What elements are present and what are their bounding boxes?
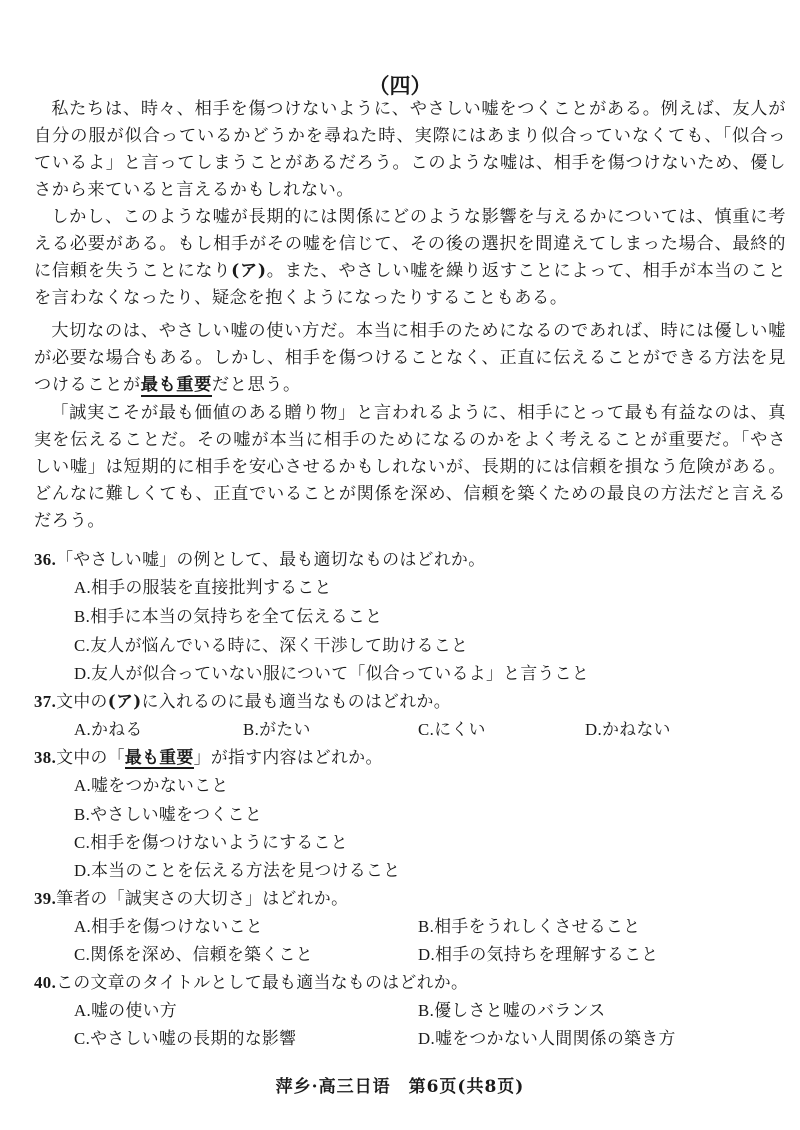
question-39-option-d[interactable]: [418, 941, 658, 968]
underlined-phrase: 最も重要: [140, 375, 212, 395]
question-39-number: 39.: [34, 889, 57, 908]
option-letter: D.: [418, 945, 436, 964]
question-39-option-b[interactable]: [418, 913, 640, 940]
question-37-option-b[interactable]: [243, 716, 311, 743]
page-footer: 萍乡·高三日语 第6页(共8页): [275, 1077, 525, 1097]
option-letter: A.: [74, 578, 92, 597]
question-38-text-cont: 」が指す内容はどれか。: [193, 747, 383, 767]
option-letter: D.: [74, 861, 92, 880]
option-letter: D.: [585, 720, 603, 739]
option-text: 相手を傷つけないようにすること: [90, 832, 348, 852]
passage-paragraph-1: 私たちは、時々、相手を傷つけないように、やさしい嘘をつくことがある。例えば、友人が自分の服が似合っているかどうかを尋ねた時、実際にはあまり似合っていなくても、「似合っているよ」と言ってしまうことがあるだろう。このような嘘は、相手を傷つけないため、優しさから来ていると言えるかもしれない。: [34, 99, 786, 200]
question-39-option-a[interactable]: [74, 913, 263, 940]
option-letter: C.: [74, 945, 91, 964]
question-38-option-c[interactable]: [74, 829, 348, 856]
passage-paragraph-2-text: しかし、このような嘘が長期的には関係にどのような影響を与えるかについては、慎重に考える必要がある。もし相手がその嘘を信じて、その後の選択を間違えてしまった場合、最終的に信頼を失うことになり: [34, 207, 786, 281]
option-letter: C.: [74, 1029, 91, 1048]
question-40-text: この文章のタイトルとして最も適当なものはどれか。: [56, 972, 469, 992]
question-36-option-a[interactable]: [74, 574, 332, 601]
option-letter: B.: [243, 720, 260, 739]
option-text: 嘘の使い方: [91, 1000, 178, 1020]
question-40: [34, 969, 786, 996]
passage-paragraph-3-text: 大切なのは、やさしい嘘の使い方だ。本当に相手のためになるのであれば、時には優しい嘘が必要な場合もある。しかし、相手を傷つけることなく、正直に伝えることができる方法を見つけることが: [34, 321, 786, 395]
option-text: 嘘をつかないこと: [91, 775, 229, 795]
question-39-text: 筆者の「誠実さの大切さ」はどれか。: [56, 888, 349, 908]
question-40-option-c[interactable]: [74, 1025, 296, 1052]
option-text: 友人が悩んでいる時に、深く干渉して助けること: [90, 635, 469, 655]
option-letter: B.: [74, 805, 91, 824]
option-letter: B.: [74, 607, 91, 626]
passage-paragraph-3: [34, 318, 786, 399]
option-letter: C.: [74, 833, 91, 852]
option-text: 相手をうれしくさせること: [434, 916, 641, 936]
option-text: 友人が似合っていない服について「似合っているよ」と言うこと: [91, 663, 590, 683]
question-38-number: 38.: [34, 748, 57, 767]
option-text: 相手の服装を直接批判すること: [91, 577, 332, 597]
question-38-option-d[interactable]: [74, 857, 400, 884]
question-36-option-b[interactable]: [74, 603, 382, 630]
question-37-option-d[interactable]: [585, 716, 671, 743]
option-text: 相手の気持ちを理解すること: [435, 944, 659, 964]
question-38-option-a[interactable]: [74, 772, 229, 799]
option-text: 優しさと嘘のバランス: [434, 1000, 606, 1020]
option-text: 嘘をつかない人間関係の築き方: [435, 1028, 676, 1048]
question-36-number: 36.: [34, 550, 57, 569]
question-38-underline: 最も重要: [124, 747, 194, 767]
passage-paragraph-4: 「誠実こそが最も価値のある贈り物」と言われるように、相手にとって最も有益なのは、真実を伝えることだ。その嘘が本当に相手のためになるのかをよく考えることが重要だ。「やさしい嘘」は短期的に相手を安心させるかもしれないが、長期的には信頼を損なう危険がある。どんなに難しくても、正直でいることが関係を深め、信頼を築くための最良の方法だと言えるだろう。: [34, 403, 786, 531]
question-40-option-a[interactable]: [74, 997, 177, 1024]
question-37-text: 文中の: [56, 691, 108, 711]
question-36-option-c[interactable]: [74, 632, 468, 659]
passage-paragraph-2: [34, 204, 786, 312]
question-38: [34, 744, 786, 771]
question-37-option-c[interactable]: [418, 716, 486, 743]
option-letter: A.: [74, 1001, 92, 1020]
question-37-blank: (ア): [107, 691, 142, 711]
option-text: 本当のことを伝える方法を見つけること: [91, 860, 401, 880]
question-36: [34, 546, 786, 573]
blank-a-marker: (ア): [231, 261, 267, 281]
section-title: （四）: [368, 73, 432, 98]
option-letter: D.: [418, 1029, 436, 1048]
question-39: [34, 885, 786, 912]
option-letter: A.: [74, 720, 92, 739]
question-37-option-a[interactable]: [74, 716, 143, 743]
question-37: [34, 688, 786, 715]
option-letter: B.: [418, 1001, 435, 1020]
option-text: 関係を深め、信頼を築くこと: [90, 944, 313, 964]
option-text: やさしい嘘の長期的な影響: [90, 1028, 297, 1048]
question-40-number: 40.: [34, 973, 57, 992]
question-38-text: 文中の「: [56, 747, 125, 767]
question-37-text-cont: に入れるのに最も適当なものはどれか。: [141, 691, 451, 711]
option-text: 相手を傷つけないこと: [91, 916, 263, 936]
option-letter: C.: [74, 636, 91, 655]
question-36-option-d[interactable]: [74, 660, 589, 687]
question-38-option-b[interactable]: [74, 801, 262, 828]
option-letter: A.: [74, 776, 92, 795]
option-text: にくい: [434, 719, 486, 739]
passage-paragraph-2-text-cont: 。また、やさしい嘘を繰り返すことによって、相手が本当のことを言わなくなったり、疑念を抱くようになったりすることもある。: [34, 261, 786, 308]
question-39-option-c[interactable]: [74, 941, 313, 968]
question-36-text: 「やさしい嘘」の例として、最も適切なものはどれか。: [56, 549, 486, 569]
option-text: 相手に本当の気持ちを全て伝えること: [90, 606, 383, 626]
option-letter: A.: [74, 917, 92, 936]
option-letter: B.: [418, 917, 435, 936]
option-letter: C.: [418, 720, 435, 739]
question-40-option-b[interactable]: [418, 997, 606, 1024]
passage-paragraph-3-text-cont: だと思う。: [211, 375, 301, 395]
option-text: がたい: [259, 719, 311, 739]
question-37-number: 37.: [34, 692, 57, 711]
option-text: かねない: [602, 719, 671, 739]
question-40-option-d[interactable]: [418, 1025, 676, 1052]
option-text: やさしい嘘をつくこと: [90, 804, 263, 824]
option-text: かねる: [91, 719, 143, 739]
option-letter: D.: [74, 664, 92, 683]
